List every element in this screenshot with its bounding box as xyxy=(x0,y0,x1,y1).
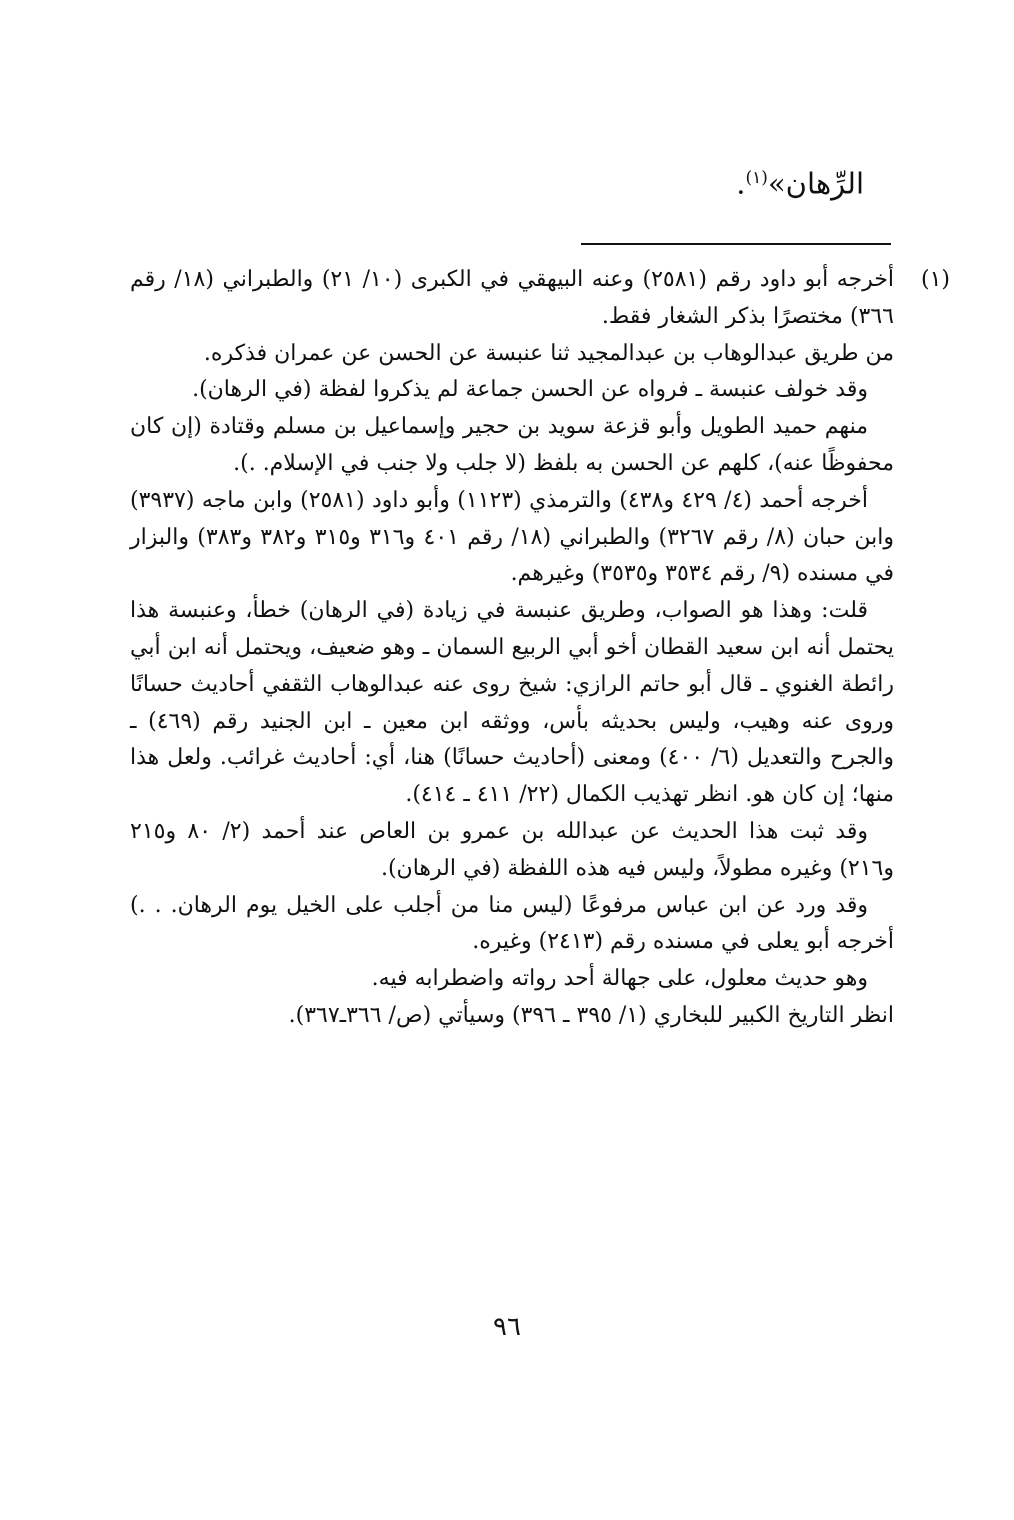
footnote-marker: (١) xyxy=(920,267,950,292)
footnote-paragraph: انظر التاريخ الكبير للبخاري (١/ ٣٩٥ ـ ٣٩٦) وسيأتي (ص/ ٣٦٦ـ٣٦٧). xyxy=(288,1002,894,1028)
footnote-paragraph: أخرجه أحمد (٤/ ٤٢٩ و٤٣٨) والترمذي (١١٢٣) وأبو داود (٢٥٨١) وابن ماجه (٣٩٣٧) وابن حبان (٨/ رقم ٣٢٦٧) والطبراني (١٨/ رقم ٤٠١ و٣١٦ و٣١٥ و٣٨٢ و٣٨٣) والبزار في مسنده (٩/ رقم ٣٥٣٤ و٣٥٣٥) وغيرهم. xyxy=(130,487,894,587)
footnote-paragraph: من طريق عبدالوهاب بن عبدالمجيد ثنا عنبسة عن الحسن عن عمران فذكره. xyxy=(203,340,894,366)
footnote-block xyxy=(130,262,950,1035)
main-text-line xyxy=(464,158,864,204)
main-text: الرِّهان» xyxy=(767,166,864,201)
footnote-paragraph: وهو حديث معلول، على جهالة أحد رواته واضطرابه فيه. xyxy=(371,966,868,992)
footnote-reference: (١) xyxy=(745,168,768,188)
footnote-paragraph: أخرجه أبو داود رقم (٢٥٨١) وعنه البيهقي في الكبرى (١٠/ ٢١) والطبراني (١٨/ رقم ٣٦٦) مختصرًا بذكر الشغار فقط. xyxy=(130,267,894,329)
footnote-paragraph: وقد ثبت هذا الحديث عن عبدالله بن عمرو بن العاص عند أحمد (٢/ ٨٠ و٢١٥ و٢١٦) وغيره مطولاً، وليس فيه هذه اللفظة (في الرهان). xyxy=(130,818,894,881)
page-number: ٩٦ xyxy=(493,1312,521,1342)
footnote-paragraph: وقد ورد عن ابن عباس مرفوعًا (ليس منا من أجلب على الخيل يوم الرهان. . .) أخرجه أبو يعلى في مسنده رقم (٢٤١٣) وغيره. xyxy=(130,892,894,955)
footnote-paragraph: وقد خولف عنبسة ـ فرواه عن الحسن جماعة لم يذكروا لفظة (في الرهان). xyxy=(192,377,868,403)
main-text-period: . xyxy=(736,166,746,201)
footnote-divider xyxy=(581,243,891,245)
footnote-paragraph: قلت: وهذا هو الصواب، وطريق عنبسة في زيادة (في الرهان) خطأ، وعنبسة هذا يحتمل أنه ابن سعيد القطان أخو أبي الربيع السمان ـ وهو ضعيف، ويحتمل أنه ابن أبي رائطة الغنوي ـ قال أبو حاتم الرازي: شيخ روى عنه عبدالوهاب الثقفي أحاديث حسانًا وروى عنه وهيب، وليس بحديثه بأس، ووثقه ابن معين ـ ابن الجنيد رقم (٤٦٩) ـ والجرح والتعديل (٦/ ٤٠٠) ومعنى (أحاديث حسانًا) هنا، أي: أحاديث غرائب. ولعل هذا منها؛ إن كان هو. انظر تهذيب الكمال (٢٢/ ٤١١ ـ ٤١٤). xyxy=(130,598,894,808)
footnote-paragraph: منهم حميد الطويل وأبو قزعة سويد بن حجير وإسماعيل بن مسلم وقتادة (إن كان محفوظًا عنه)، كلهم عن الحسن به بلفظ (لا جلب ولا جنب في الإسلام. .). xyxy=(130,414,894,476)
